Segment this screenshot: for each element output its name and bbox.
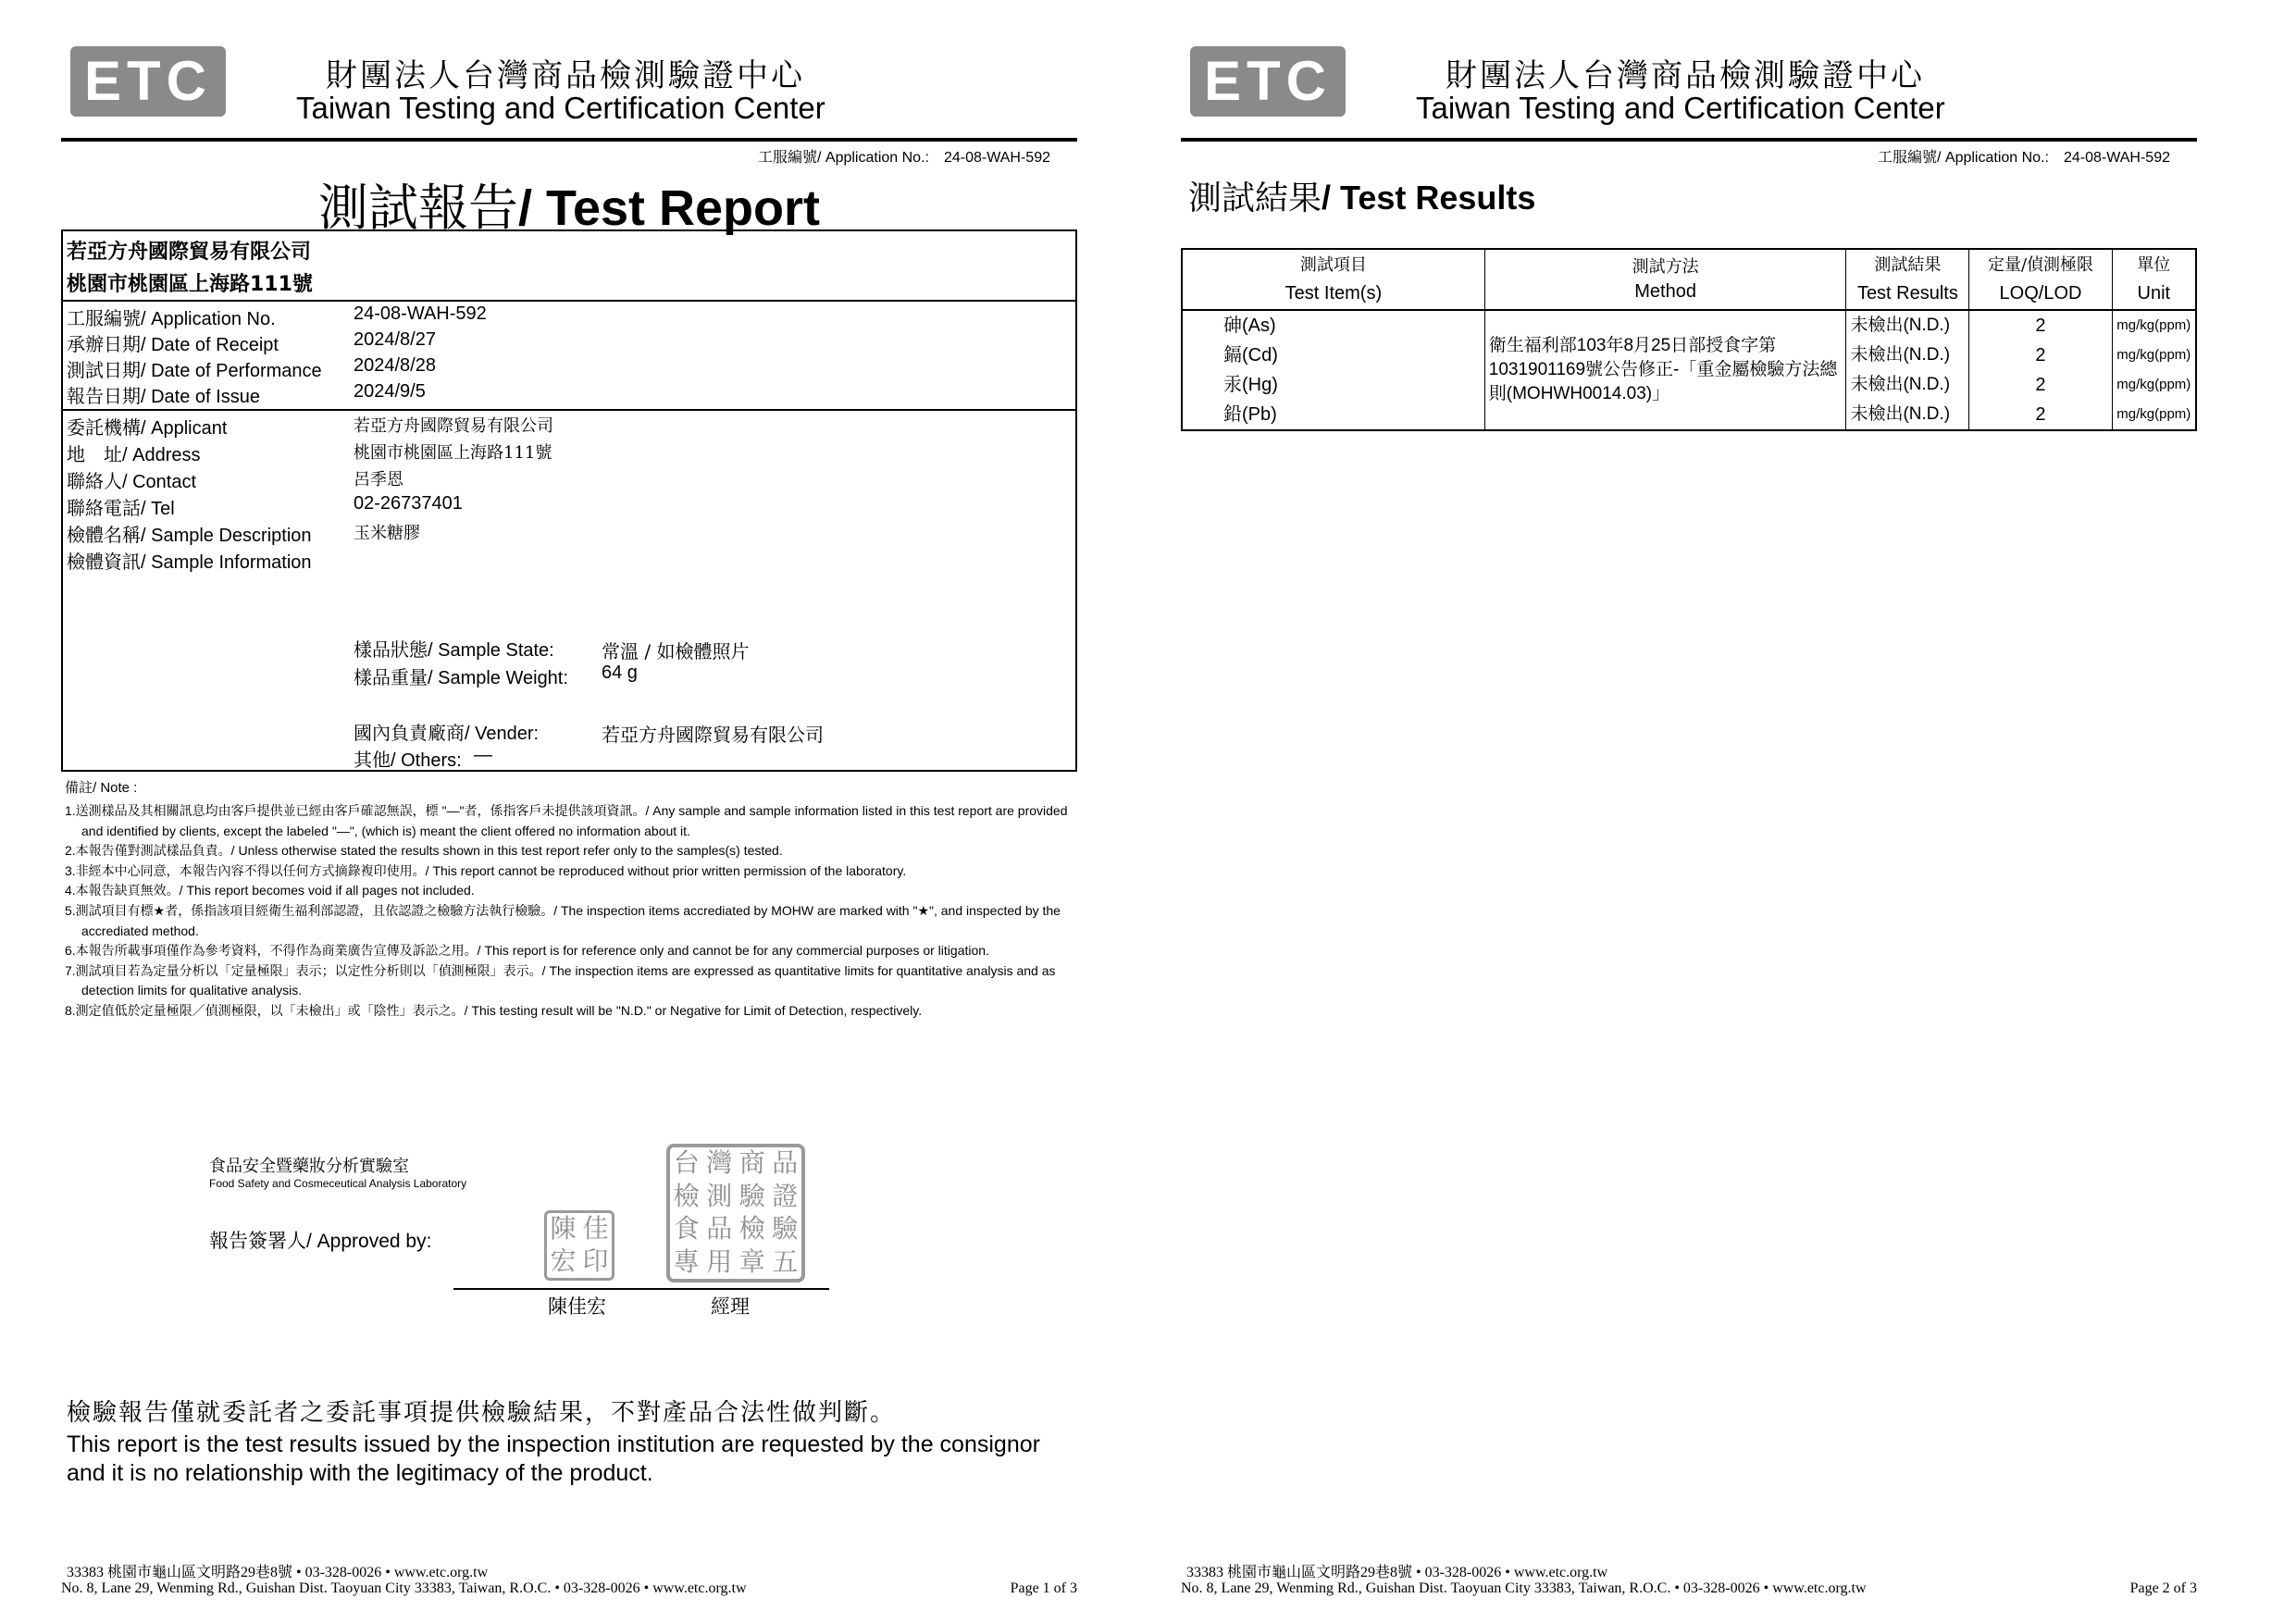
- note-item: 1.送測樣品及其相關訊息均由客戶提供並已經由客戶確認無誤，標 "—"者，係指客戶未提供該項資訊。/ Any sample and sample information listed in this test report are provided and identified by clients, except the labeled "—", (which is) meant the client offered no information about it.: [65, 803, 1068, 838]
- table-header-row: [1182, 249, 2196, 310]
- footer-address-en: No. 8, Lane 29, Wenming Rd., Guishan Dist. Taoyuan City 33383, Taiwan, R.O.C. • 03-328-0026 • www.etc.org.tw: [61, 1580, 747, 1596]
- info-row-issue: 報告日期/ Date of Issue 2024/9/5: [67, 381, 426, 407]
- info-row-performance: 測試日期/ Date of Performance 2024/8/28: [67, 355, 436, 381]
- disclaimer-zh: 檢驗報告僅就委託者之委託事項提供檢驗結果，不對產品合法性做判斷。: [67, 1399, 897, 1427]
- org-name-en: Taiwan Testing and Certification Center: [1416, 91, 1945, 125]
- footer-address-zh: 33383 桃園市龜山區文明路29巷8號 • 03-328-0026 • www.etc.org.tw: [1186, 1565, 1608, 1580]
- test-item: 鉛(Pb): [1182, 400, 1484, 430]
- sample-weight-value: 64 g: [602, 663, 638, 683]
- org-name-zh: 財團法人台灣商品檢測驗證中心: [326, 57, 805, 94]
- report-page-2: [1148, 0, 2295, 1623]
- lab-name-zh: 食品安全暨藥妝分析實驗室: [209, 1157, 409, 1176]
- info-row-application: 工服編號/ Application No. 24-08-WAH-592: [67, 304, 487, 329]
- test-result: 未檢出(N.D.): [1846, 370, 1969, 400]
- note-item: 4.本報告缺頁無效。/ This report becomes void if all pages not included.: [65, 883, 475, 898]
- note-heading: 備註/ Note :: [65, 780, 138, 796]
- tel-row: 聯絡電話/ Tel 02-26737401: [67, 493, 463, 519]
- note-item: 3.非經本中心同意，本報告內容不得以任何方式摘錄複印使用。/ This report cannot be reproduced without prior written permission of the laboratory.: [65, 862, 907, 878]
- etc-logo: ETC: [70, 46, 226, 117]
- header-rule: [1181, 138, 2197, 142]
- others-label: 其他/ Others:: [354, 750, 462, 771]
- signer-seal-stamp: 陳 佳 宏 印: [544, 1210, 614, 1281]
- test-item: 砷(As): [1182, 310, 1484, 341]
- lab-name-en: Food Safety and Cosmeceutical Analysis Laboratory: [209, 1177, 467, 1190]
- org-name-zh: 財團法人台灣商品檢測驗證中心: [1446, 57, 1925, 94]
- info-row-receipt: 承辦日期/ Date of Receipt 2024/8/27: [67, 329, 436, 355]
- unit-value: mg/kg(ppm): [2112, 341, 2196, 370]
- signature-line: [453, 1288, 829, 1290]
- address-row: 地 址/ Address 桃園市桃園區上海路111號: [67, 443, 552, 465]
- page-title: 測試報告/ Test Report: [317, 179, 821, 237]
- results-title: 測試結果/ Test Results: [1188, 179, 1536, 217]
- col-header-result: 測試結果 Test Results: [1846, 249, 1969, 310]
- disclaimer-en: This report is the test results issued by the inspection institution are requested by the consignor and it is no relationship with the legitimacy of the product.: [67, 1431, 1040, 1486]
- vendor-value: 若亞方舟國際貿易有限公司: [602, 724, 824, 746]
- note-item: 8.測定值低於定量極限／偵測極限，以「未檢出」或「陰性」表示之。/ This testing result will be "N.D." or Negative for Limit of Detection, respectively.: [65, 1002, 923, 1018]
- client-name: 若亞方舟國際貿易有限公司: [67, 241, 312, 264]
- note-item: 5.測試項目有標★者，係指該項目經衛生福利部認證，且依認證之檢驗方法執行檢驗。/ The inspection items accrediated by MOHW are marked with "★", and inspected by the accrediated method.: [65, 902, 1061, 938]
- note-item: 6.本報告所載事項僅作為參考資料，不得作為商業廣告宣傳及訴訟之用。/ This report is for reference only and cannot be for any commercial purposes or litigation.: [65, 943, 989, 959]
- center-seal-stamp: 台 灣 商 品 檢 測 驗 證 食 品 檢 驗 專 用 章 五: [666, 1144, 805, 1282]
- loq-value: 2: [1969, 400, 2112, 430]
- col-header-loq: 定量/偵測極限 LOQ/LOD: [1969, 249, 2112, 310]
- vendor-label: 國內負責廠商/ Vender:: [354, 724, 540, 744]
- sample-state-label: 樣品狀態/ Sample State:: [354, 640, 554, 661]
- approved-by-label: 報告簽署人/ Approved by:: [209, 1231, 432, 1252]
- unit-value: mg/kg(ppm): [2112, 370, 2196, 400]
- divider: [63, 300, 1075, 302]
- unit-value: mg/kg(ppm): [2112, 400, 2196, 430]
- test-result: 未檢出(N.D.): [1846, 341, 1969, 370]
- test-item: 鎘(Cd): [1182, 341, 1484, 370]
- applicant-row: 委託機構/ Applicant 若亞方舟國際貿易有限公司: [67, 416, 553, 439]
- unit-value: mg/kg(ppm): [2112, 310, 2196, 341]
- footer-address-zh: 33383 桃園市龜山區文明路29巷8號 • 03-328-0026 • www.etc.org.tw: [67, 1565, 489, 1580]
- page-number: Page 2 of 3: [2129, 1580, 2197, 1596]
- signer-title: 經理: [711, 1295, 750, 1318]
- col-header-method: 測試方法 Method: [1484, 249, 1846, 310]
- etc-logo: ETC: [1190, 46, 1346, 117]
- divider: [63, 409, 1075, 411]
- loq-value: 2: [1969, 341, 2112, 370]
- contact-row: 聯絡人/ Contact 呂季恩: [67, 470, 403, 492]
- loq-value: 2: [1969, 310, 2112, 341]
- sample-state-value: 常溫 / 如檢體照片: [602, 640, 750, 663]
- application-number: 工服編號/ Application No.: 24-08-WAH-592: [1878, 150, 2170, 166]
- footer-address-en: No. 8, Lane 29, Wenming Rd., Guishan Dist. Taoyuan City 33383, Taiwan, R.O.C. • 03-328-0026 • www.etc.org.tw: [1181, 1580, 1867, 1596]
- report-info-box: [61, 229, 1077, 772]
- test-result: 未檢出(N.D.): [1846, 400, 1969, 430]
- org-name-en: Taiwan Testing and Certification Center: [296, 91, 825, 125]
- page-number: Page 1 of 3: [1010, 1580, 1077, 1596]
- test-method: 衛生福利部103年8月25日部授食字第1031901169號公告修正-「重金屬檢驗方法總則(MOHWH0014.03)」: [1484, 310, 1846, 430]
- test-item: 汞(Hg): [1182, 370, 1484, 400]
- signer-name: 陳佳宏: [548, 1295, 606, 1318]
- loq-value: 2: [1969, 370, 2112, 400]
- results-table: [1181, 248, 2197, 431]
- others-value: —: [474, 745, 492, 765]
- sample-information-row: 檢體資訊/ Sample Information: [67, 552, 312, 573]
- note-item: 2.本報告僅對測試樣品負責。/ Unless otherwise stated the results shown in this test report refer only to the samples(s) tested.: [65, 843, 783, 859]
- col-header-unit: 單位 Unit: [2112, 249, 2196, 310]
- application-number: 工服編號/ Application No.: 24-08-WAH-592: [758, 150, 1050, 166]
- header-rule: [61, 138, 1077, 142]
- col-header-item: 測試項目 Test Item(s): [1182, 249, 1484, 310]
- notes-list: [65, 801, 1074, 1022]
- note-item: 7.測試項目若為定量分析以「定量極限」表示；以定性分析則以「偵測極限」表示。/ The inspection items are expressed as quantitative limits for quantitative analysis and as detection limits for qualitative analysis.: [65, 962, 1056, 998]
- table-row: [1182, 310, 2196, 341]
- test-result: 未檢出(N.D.): [1846, 310, 1969, 341]
- client-address: 桃園市桃園區上海路111號: [67, 273, 313, 296]
- sample-description-row: 檢體名稱/ Sample Description 玉米糖膠: [67, 524, 420, 546]
- sample-weight-label: 樣品重量/ Sample Weight:: [354, 668, 568, 688]
